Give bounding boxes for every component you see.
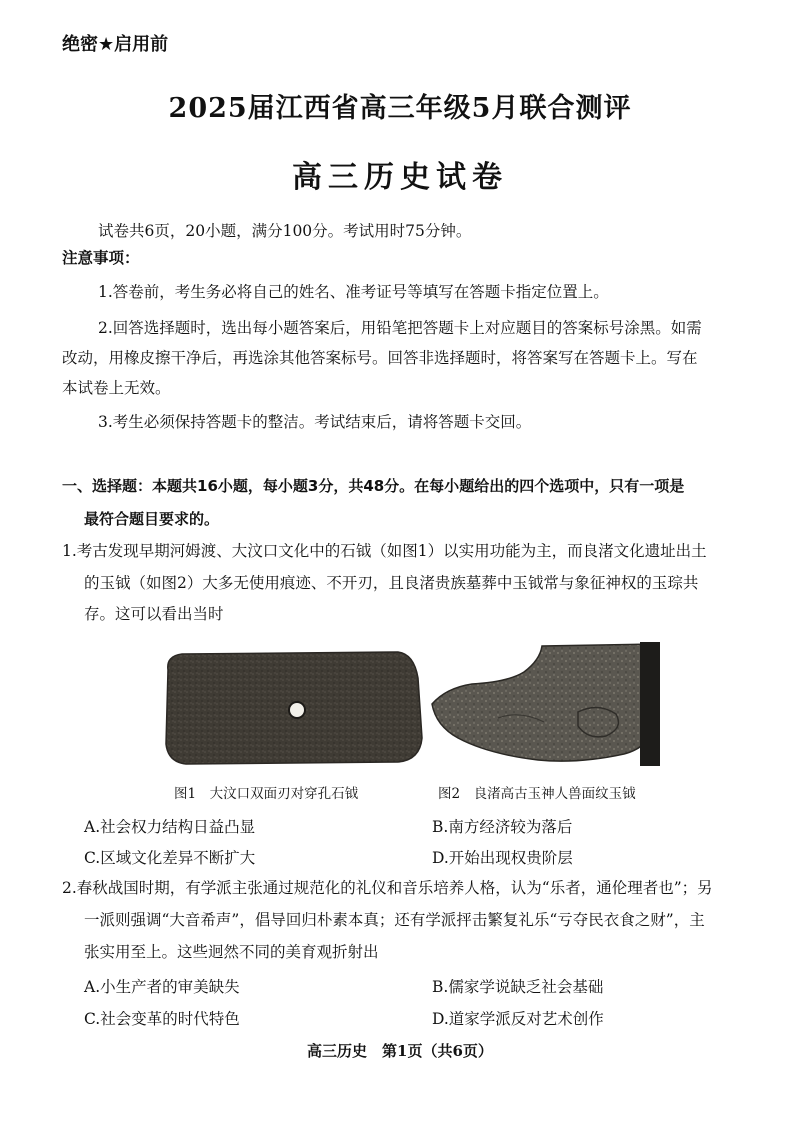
figure1-caption: 图1 大汶口双面刃对穿孔石钺 [174, 786, 359, 802]
notice-item: 1.答卷前，考生务必将自己的姓名、准考证号等填写在答题卡指定位置上。 [98, 283, 609, 301]
q2-option-b: B.儒家学说缺乏社会基础 [432, 978, 604, 996]
notice-item: 3.考生必须保持答题卡的整洁。考试结束后，请将答题卡交回。 [98, 413, 532, 431]
q1-option-b: B.南方经济较为落后 [432, 818, 573, 836]
q1-option-c: C.区域文化差异不断扩大 [84, 849, 256, 867]
q1-option-a: A.社会权力结构日益凸显 [84, 818, 256, 836]
exam-title: 2025届江西省高三年级5月联合测评 [168, 93, 632, 124]
notice-item: 2.回答选择题时，选出每小题答案后，用铅笔把答题卡上对应题目的答案标号涂黑。如需 [98, 319, 702, 337]
q1-stem: 1.考古发现早期河姆渡、大汶口文化中的石钺（如图1）以实用功能为主，而良渚文化遗址出土 [62, 542, 707, 560]
page-footer: 高三历史 第1页（共6页） [307, 1042, 493, 1060]
figure2-caption: 图2 良渚高古玉神人兽面纹玉钺 [438, 786, 636, 802]
exam-subtitle: 高三历史试卷 [292, 160, 508, 195]
q2-stem: 张实用至上。这些迥然不同的美育观折射出 [84, 943, 379, 961]
q1-option-d: D.开始出现权贵阶层 [432, 849, 573, 867]
q2-stem: 一派则强调“大音希声”，倡导回归朴素本真；还有学派抨击繁复礼乐“亏夺民衣食之财”，主 [84, 911, 705, 929]
q2-option-d: D.道家学派反对艺术创作 [432, 1010, 604, 1028]
q1-stem: 的玉钺（如图2）大多无使用痕迹、不开刃，且良渚贵族墓葬中玉钺常与象征神权的玉琮共 [84, 574, 699, 592]
notice-heading: 注意事项： [62, 249, 140, 267]
section-heading: 一、选择题：本题共16小题，每小题3分，共48分。在每小题给出的四个选项中，只有一项是 [62, 477, 685, 495]
jade-axe-image [428, 642, 660, 766]
q2-option-c: C.社会变革的时代特色 [84, 1010, 240, 1028]
q2-option-a: A.小生产者的审美缺失 [84, 978, 240, 996]
section-heading-cont: 最符合题目要求的。 [84, 510, 220, 528]
stone-axe-image [162, 648, 426, 768]
q2-stem: 2.春秋战国时期，有学派主张通过规范化的礼仪和音乐培养人格，认为“乐者，通伦理者也”；另 [62, 879, 713, 897]
q1-stem: 存。这可以看出当时 [84, 605, 224, 623]
notice-item: 改动，用橡皮擦干净后，再选涂其他答案标号。回答非选择题时，将答案写在答题卡上。写在 [62, 349, 698, 367]
notice-item: 本试卷上无效。 [62, 379, 171, 397]
exam-intro: 试卷共6页，20小题，满分100分。考试用时75分钟。 [98, 222, 472, 240]
confidential-mark: 绝密★启用前 [62, 34, 169, 55]
